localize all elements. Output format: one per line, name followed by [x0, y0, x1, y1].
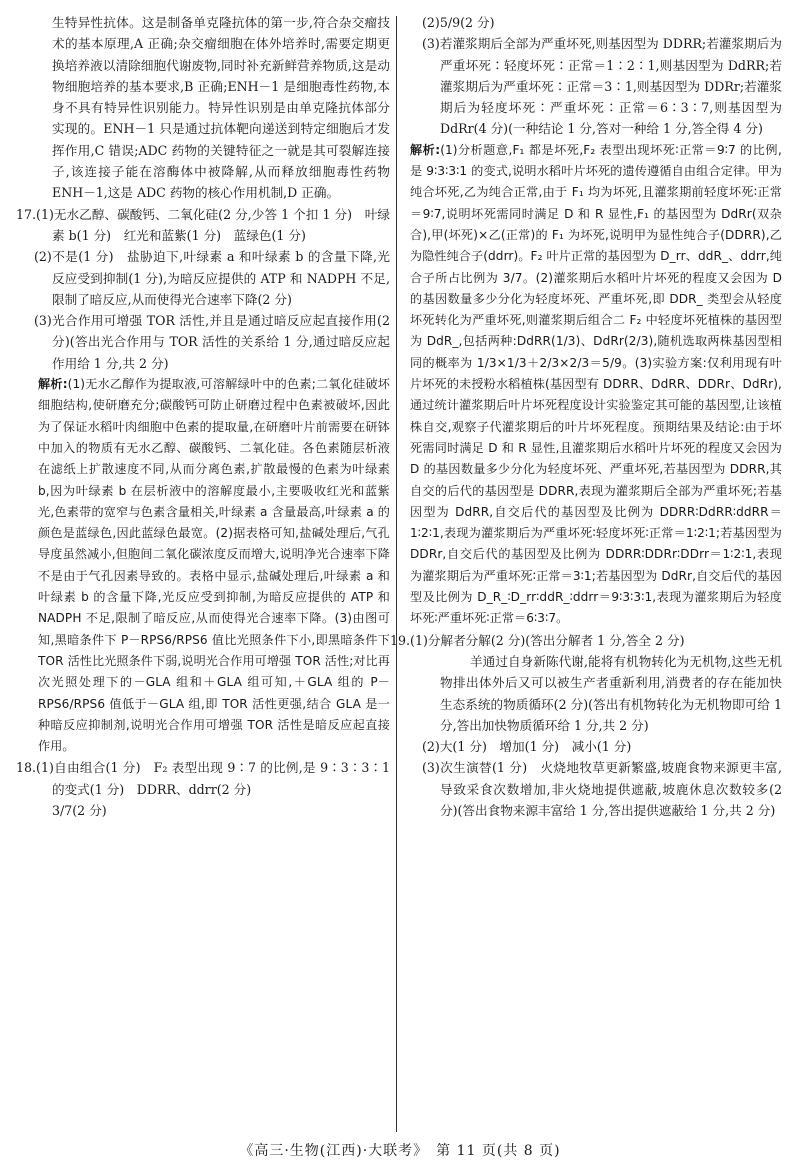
q17-part1-label: 17.(1) [16, 206, 54, 222]
q18-explanation-text: (1)分析题意,F₁ 都是坏死,F₂ 表型出现坏死∶正常＝9∶7 的比例,是 9∶3∶3∶1 的变式,说明水稻叶片坏死的遗传遵循自由组合定律。甲为纯合坏死,乙为纯合正常,由于 F₁ 均为坏死,且灌浆期前轻度坏死∶正常＝9∶7,说明坏死需同时满足 D 和 R 显性,F₁ 的基因型为 DdRr(双杂合),甲(坏死)×乙(正常)的 F₁ 为坏死,说明甲为显性纯合子(DDRR),乙为隐性纯合子(ddrr)。F₂ 叶片正常的基因型为 D_rr、ddR_、ddrr,纯合子所占比例为 3/7。(2)灌浆期后水稻叶片坏死的程度又会因为 D 的基因数量多少分化为轻度坏死、严重坏死,即 DDR_ 类型会从轻度坏死转化为严重坏死,则灌浆期后组合二 F₂ 中轻度坏死植株的基因型为 DdR_,包括两种:DdRR(1/3)、DdRr(2/3),随机选取两株基因型相同的概率为 1/3×1/3＋2/3×2/3＝5/9。(3)实验方案:仅利用现有叶片坏死的未授粉水稻植株(基因型有 DDRR、DdRR、DDRr、DdRr),通过统计灌浆期后叶片坏死程度设计实验鉴定其可能的基因型,让该植株自交,观察子代灌浆期后的叶片坏死程度。预期结果及结论:由于坏死需同时满足 D 和 R 显性,且灌浆期后水稻叶片坏死的程度又会因为 D 的基因数量多少分化为轻度坏死、严重坏死,若基因型为 DDRR,其自交的后代的基因型是 DDRR,表现为灌浆期后全部为严重坏死;若基因型为 DdRR,自交后代的基因型及比例为 DDRR∶DdRR∶ddRR＝1∶2∶1,表现为灌浆期后为严重坏死∶轻度坏死∶正常＝1∶2∶1;若基因型为 DDRr,自交后代的基因型及比例为 DDRR∶DDRr∶DDrr＝1∶2∶1,表现为灌浆期后为严重坏死∶正常＝3∶1;若基因型为 DdRr,自交后代的基因型及比例为 D_R_∶D_rr∶ddR_∶ddrr＝9∶3∶3∶1,表现为灌浆期后为轻度坏死∶严重坏死∶正常＝6∶3∶7。 [410, 142, 782, 626]
left-column [16, 12, 391, 821]
q19-part3 [410, 757, 782, 821]
q19-part1-label: 19.(1) [390, 632, 428, 648]
right-column [390, 12, 782, 821]
q17-explanation [22, 374, 390, 757]
q19-part3-answer: 次生演替(1 分) 火烧地牧草更新繁盛,坡鹿食物来源更丰富,导致采食次数增加,非火烧地提供遮蔽,坡鹿休息次数较多(2 分)(答出食物来源丰富给 1 分,答出提供遮蔽给 1 分,共 2 分) [439, 760, 782, 818]
q19-part3-label: (3) [422, 760, 440, 776]
q18-part1-answer: 自由组合(1 分) F₂ 表型出现 9∶7 的比例,是 9∶3∶3∶1 的变式(1 分) DDRR、ddrr(2 分) [52, 760, 390, 797]
q18-part1-label: 18.(1) [16, 760, 54, 776]
q17-part2-label: (2) [34, 249, 52, 265]
q18-part1-tail: 3/7(2 分) [52, 802, 107, 818]
q19-part1 [390, 630, 782, 651]
q17-explanation-label: 解析: [38, 377, 68, 392]
q18-part3 [410, 33, 782, 139]
q18-part1 [16, 757, 390, 800]
q17-part2 [22, 246, 390, 310]
q19-part2: (2)大(1 分) 增加(1 分) 减小(1 分) [422, 739, 632, 755]
q17-part3 [22, 310, 390, 374]
q17-part3-answer: 光合作用可增强 TOR 活性,并且是通过暗反应起直接作用(2 分)(答出光合作用与 TOR 活性的关系给 1 分,通过暗反应起作用给 1 分,共 2 分) [51, 313, 390, 371]
q17-part1-answer: 无水乙醇、碳酸钙、二氧化硅(2 分,少答 1 个扣 1 分) 叶绿素 b(1 分) 红光和蓝紫(1 分) 蓝绿色(1 分) [52, 206, 390, 243]
q17-part2-answer: 不是(1 分) 盐胁迫下,叶绿素 a 和叶绿素 b 的含量下降,光反应受到抑制(1 分),为暗反应提供的 ATP 和 NADPH 不足,限制了暗反应,从而使得光合速率下降(2 分) [51, 249, 390, 307]
q17-part1 [16, 204, 390, 247]
page-footer: 《高三·生物(江西)·大联考》 第 11 页(共 8 页) [239, 1143, 561, 1159]
column-divider [396, 16, 397, 1132]
q18-part2: (2)5/9(2 分) [422, 15, 495, 30]
q17-part3-label: (3) [34, 313, 52, 329]
q18-explanation-label: 解析: [410, 142, 441, 157]
q18-part3-answer: 若灌浆期后全部为严重坏死,则基因型为 DDRR;若灌浆期后为严重坏死∶轻度坏死∶正常＝1∶2∶1,则基因型为 DdRR;若灌浆期后为严重坏死∶正常＝3∶1,则基因型为 DDRr;若灌浆期后为轻度坏死∶严重坏死∶正常＝6∶3∶7,则基因型为 DdRr(4 分)(一种结论 1 分,答对一种给 1 分,答全得 4 分) [439, 36, 782, 137]
q17-explanation-text: (1)无水乙醇作为提取液,可溶解绿叶中的色素;二氧化硅破坏细胞结构,使研磨充分;碳酸钙可防止研磨过程中色素被破坏,因此为了保证水稻叶肉细胞中色素的提取量,在研磨叶片前需要在研钵中加入的物质有无水乙醇、碳酸钙、二氧化硅。各色素随层析液在滤纸上扩散速度不同,从而分离色素,扩散最慢的色素为叶绿素 b,因为叶绿素 b 在层析液中的溶解度最小,主要吸收红光和蓝紫光,色素带的宽窄与色素含量相关,叶绿素 a 含量最高,叶绿素 a 的颜色是蓝绿色,因此蓝绿色最宽。(2)据表格可知,盐碱处理后,气孔导度虽然减小,但胞间二氧化碳浓度反而增大,说明净光合速率下降不是由于气孔因素导致的。表格中显示,盐碱处理后,叶绿素 a 和叶绿素 b 的含量下降,光反应受到抑制,为暗反应提供的 ATP 和 NADPH 不足,限制了暗反应,从而使得光合速率下降。(3)由图可知,黑暗条件下 P－RPS6/RPS6 值比光照条件下小,即黑暗条件下 TOR 活性比光照条件下弱,说明光合作用可增强 TOR 活性;对比再次光照处理下的－GLA 组和＋GLA 组可知,＋GLA 组的 P－RPS6/RPS6 值低于－GLA 组,即 TOR 活性更强,结合 GLA 是一种暗反应抑制剂,说明光合作用可增强 TOR 活性是暗反应起直接作用。 [38, 377, 391, 754]
q16-explanation-tail: 生特异性抗体。这是制备单克隆抗体的第一步,符合杂交瘤技术的基本原理,A 正确;杂交瘤细胞在体外培养时,需要定期更换培养液以清除细胞代谢废物,同时补充新鲜营养物质,这是动物细胞培养的基本要求,B 正确;ENH－1 是细胞毒性药物,本身不具有特异性识别能力。特异性识别是由单克隆抗体部分实现的。ENH－1 只是通过抗体靶向递送到特定细胞后才发挥作用,C 错误;ADC 药物的关键特征之一就是其可裂解连接子,该连接子能在溶酶体中被降解,从而释放细胞毒性药物 ENH－1,这是 ADC 药物的核心作用机制,D 正确。 [52, 15, 390, 201]
q19-part1-reason: 羊通过自身新陈代谢,能将有机物转化为无机物,这些无机物排出体外后又可以被生产者重新利用,消费者的存在能加快生态系统的物质循环(2 分)(答出有机物转化为无机物即可给 1 分,答出加快物质循环给 1 分,共 2 分) [440, 653, 782, 733]
q19-part1-answer: 分解者分解(2 分)(答出分解者 1 分,答全 2 分) [427, 632, 685, 648]
q18-explanation [410, 140, 782, 630]
q18-part3-label: (3) [422, 36, 440, 52]
